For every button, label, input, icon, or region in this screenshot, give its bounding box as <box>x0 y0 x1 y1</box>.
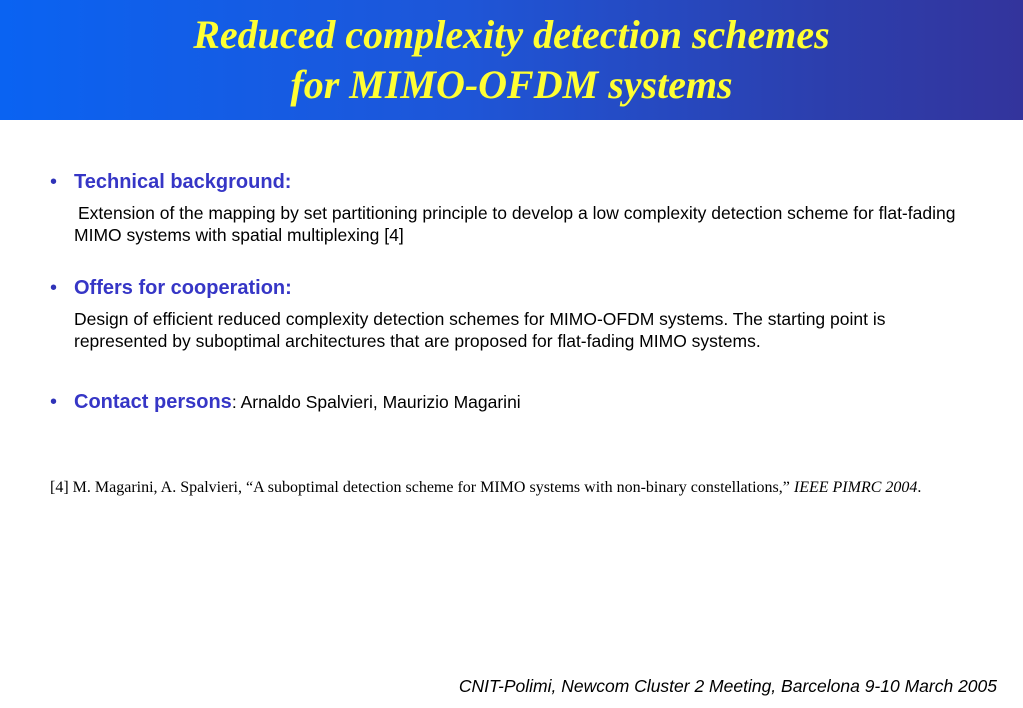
bullet-technical-background <box>50 168 980 246</box>
bullet-marker: • <box>50 391 58 413</box>
slide-footer: CNIT-Polimi, Newcom Cluster 2 Meeting, Barcelona 9-10 March 2005 <box>458 676 997 696</box>
slide-title-line-1: Reduced complexity detection schemes <box>193 12 830 57</box>
bullet-marker: • <box>50 277 58 299</box>
bullet-body: Design of efficient reduced complexity detection schemes for MIMO-OFDM systems. The starting point is represented by suboptimal architectures that are proposed for flat-fading MIMO systems. <box>74 309 886 351</box>
slide-title <box>0 10 1023 110</box>
bullet-heading: Contact persons <box>74 391 232 413</box>
reference-citation <box>50 478 974 498</box>
bullet-contact-persons <box>50 388 980 416</box>
title-banner <box>0 0 1023 120</box>
bullet-body: Extension of the mapping by set partitioning principle to develop a low complexity detection scheme for flat-fading MIMO systems with spatial multiplexing [4] <box>74 203 956 245</box>
bullet-marker: • <box>50 171 58 193</box>
reference-end: . <box>917 479 922 496</box>
reference-venue: IEEE PIMRC 2004 <box>793 479 918 496</box>
slide-title-line-2: for MIMO-OFDM systems <box>290 62 733 107</box>
contact-names: : Arnaldo Spalvieri, Maurizio Magarini <box>231 392 521 412</box>
reference-text: [4] M. Magarini, A. Spalvieri, “A suboptimal detection scheme for MIMO systems with non-binary constellations,” <box>50 479 794 496</box>
bullet-offers-for-cooperation <box>50 274 980 352</box>
bullet-heading: Offers for cooperation: <box>74 277 292 299</box>
bullet-heading-line <box>74 388 980 416</box>
bullet-list <box>50 168 980 416</box>
bullet-heading: Technical background: <box>74 171 292 193</box>
